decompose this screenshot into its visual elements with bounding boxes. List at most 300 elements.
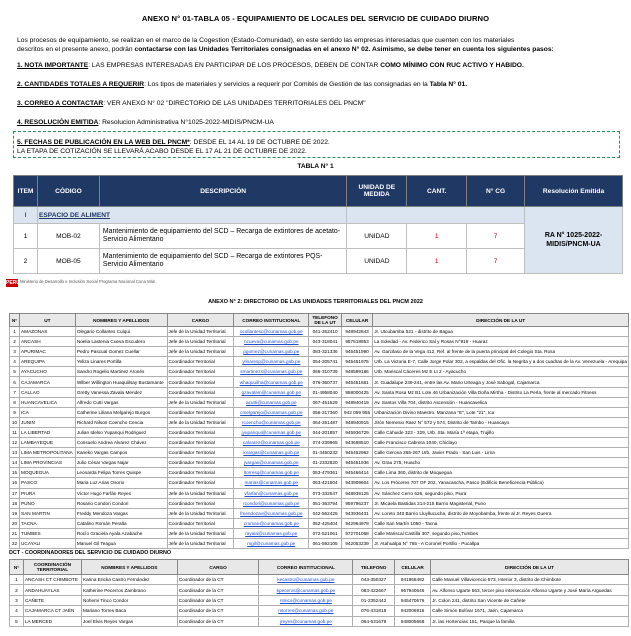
cell-email[interactable]: jreyes@cunamas.gob.pe	[259, 616, 353, 626]
step-2-emphasis: Tabla N° 01.	[429, 81, 468, 88]
cell-phone: 052-425404	[309, 518, 342, 528]
cell-phone: 043-350327	[353, 575, 395, 585]
cell-address: Av. Los Próceres 707 OF 202, Yanacancha, Pasco (Edificio Beneficencia Pública)	[373, 478, 629, 488]
cell-position: Coordinador Territorial	[167, 357, 234, 367]
cell-position: Coordinador Territorial	[167, 498, 234, 508]
cell-mobile: 948940419	[341, 397, 372, 407]
cell-name: Yeliza Linares Portilla	[75, 357, 167, 367]
table-row	[10, 595, 629, 605]
cell-number: 12	[10, 438, 20, 448]
cell-address: Av. Grau 275, Huacho	[373, 458, 629, 468]
row-unit: UNIDAD	[347, 224, 407, 249]
cell-position: Coordinador Territorial	[167, 448, 234, 458]
cell-mobile: 941968482	[395, 575, 431, 585]
cell-phone: 053-479361	[309, 468, 342, 478]
cell-position: Coordinador Territorial	[167, 407, 234, 417]
cell-ut: LA LIBERTAD	[20, 427, 76, 437]
header-position: CARGO	[167, 314, 234, 327]
header-name: NOMBRES Y APELLIDOS	[81, 560, 177, 575]
cell-email[interactable]: ocollantesc@cunamas.gob.pe	[234, 327, 309, 337]
cell-name: Maria Luz Arias Osorio	[75, 478, 167, 488]
header-position: CARGO	[177, 560, 259, 575]
header-cg-count: N° CG	[467, 176, 525, 207]
cell-address: Jr. Micaela Bastidas 214-215 Barrio Magisterial, Puno	[373, 498, 629, 508]
coordinators-header-row	[10, 560, 629, 575]
cell-ut: ANDAHUAYLAS	[23, 585, 81, 595]
equipment-table	[13, 175, 623, 274]
row-code: MOB-02	[37, 224, 99, 249]
cell-email[interactable]: jvargas@cunamas.gob.pe	[234, 458, 309, 468]
cell-name: Mariano Torres Baca	[81, 606, 177, 616]
cell-mobile: 945470676	[395, 595, 431, 605]
cell-phone: 01-2352442	[353, 595, 395, 605]
cell-position: Jefe de la Unidad Territorial	[167, 488, 234, 498]
cell-position: Coordinador Territorial	[167, 438, 234, 448]
cell-mobile: 957518853	[341, 337, 372, 347]
step-4-text: : Resolucion Administrativa N°1025-2022-MIDIS/PNCM-UA	[98, 119, 274, 126]
cell-phone: 01-3450232	[309, 448, 342, 458]
table-1-caption: TABLA N° 1	[297, 163, 334, 170]
cell-mobile: 948942843	[341, 327, 372, 337]
cell-name: Rocío Graciela Ayala Azabache	[75, 528, 167, 538]
header-email: CORREO INSTITUCIONAL	[234, 314, 309, 327]
cell-ut: UCAYALI	[20, 538, 76, 548]
header-number: N°	[10, 314, 20, 327]
cell-address: Calle Mariscal Castilla 307, segundo piso,Tumbes	[373, 528, 629, 538]
cell-email[interactable]: ncueva@cunamas.gob.pe	[234, 337, 309, 347]
cell-mobile: 948939125	[341, 488, 372, 498]
table-row	[10, 478, 629, 488]
table-header-row	[14, 176, 623, 207]
header-name: NOMBRES Y APELLIDOS	[75, 314, 167, 327]
coordinators-table	[9, 559, 629, 627]
peru-logo: PERÚ	[6, 280, 20, 286]
cell-mobile: 945451681	[341, 377, 372, 387]
cell-address: Av. Alfonso Ugarte 563, tercer piso intersección Alfonso Ugarte y José María Arguedas	[431, 585, 629, 595]
row-quantity: 1	[407, 224, 467, 249]
step-2-text: : Los tipos de materiales y servicios a requerir por Comités de Gestión de las consignadas en la	[144, 81, 430, 88]
step-5	[17, 138, 622, 156]
table-row	[10, 357, 629, 367]
cell-address: Urbanización Divino Maestro. Manzana "E", Lote "21", Ica	[373, 407, 629, 417]
cell-mobile: 948599186	[341, 367, 372, 377]
row-item: 1	[14, 224, 38, 249]
cell-ut: HUANCAVELICA	[20, 397, 76, 407]
table-row	[10, 397, 629, 407]
cell-address: Calle Simón Bolívar 1671, Jaén, Cajamarca	[431, 606, 629, 616]
cell-name: Kaneko Vargas Campos	[75, 448, 167, 458]
cell-name: Noelia Lastenia Cueva Escudero	[75, 337, 167, 347]
cell-address: Urb. La Victoria E-7, Calle Jorge Polar 302, a espaldas del Ofic. la Negrita y a dos cuadras de la Av. Venezuela - Arequipa	[373, 357, 629, 367]
cell-address: Calle San Martín 1050 - Tacna	[373, 518, 629, 528]
cell-phone: 063-421504	[309, 478, 342, 488]
cell-number: 6	[10, 377, 20, 387]
row-cg-count: 7	[467, 249, 525, 274]
step-4	[17, 118, 622, 127]
cell-position: Coordinador de la CT	[177, 616, 259, 626]
header-mobile: CELULAR	[341, 314, 372, 327]
table-row	[10, 438, 629, 448]
cell-email[interactable]: rcoencho@cunamas.gob.pe	[234, 417, 309, 427]
header-coordination: COORDINACIÓN TERRITORIAL	[23, 560, 81, 575]
cell-position: Jefe de la Unidad Territorial	[167, 508, 234, 518]
header-unit: UNIDAD DE MEDIDA	[347, 176, 407, 207]
cell-ut: CAJAMARCA	[20, 377, 76, 387]
step-1	[17, 61, 622, 70]
cell-position: Jefe de la Unidad Territorial	[167, 327, 234, 337]
header-description: DESCRIPCIÓN	[99, 176, 346, 207]
header-quantity: CANT.	[407, 176, 467, 207]
cell-number: 22	[10, 538, 20, 548]
cell-name: Julian Idelso Yupanqui Rodriguez	[75, 427, 167, 437]
cell-email[interactable]: whaquuilha@cunamas.gob.pe	[234, 377, 309, 387]
cell-number: 17	[10, 488, 20, 498]
table-row	[10, 538, 629, 548]
directory-header-row	[10, 314, 629, 327]
step-3	[17, 99, 622, 108]
table-row	[10, 347, 629, 357]
table-row	[10, 417, 629, 427]
cell-phone: 072-521061	[309, 528, 342, 538]
header-mobile: CELULAR	[395, 560, 431, 575]
cell-address: Av. Santos Villa 704, distrito Ascensión - Huancavelica	[373, 397, 629, 407]
table-row	[10, 488, 629, 498]
cell-address: Jr. Guadalupe 239-241, entre las Av. Mario Urteaga y José Sabogal, Cajamarca	[373, 377, 629, 387]
cell-ut: AMAZONAS	[20, 327, 76, 337]
row-quantity: 1	[407, 249, 467, 274]
cell-mobile: 945466414	[341, 468, 372, 478]
row-unit: UNIDAD	[347, 249, 407, 274]
cell-position: Jefe de la Unidad Territorial	[167, 397, 234, 407]
cell-ut: AYACUCHO	[20, 367, 76, 377]
table-row	[10, 616, 629, 626]
cell-address: Calle Francisco Cabrera 1040, Chiclayo	[373, 438, 629, 448]
cell-number: 16	[10, 478, 20, 488]
cell-mobile: 945936729	[341, 427, 372, 437]
cell-name: Leonarda Felipa Torres Quispe	[75, 468, 167, 478]
cell-name: Rosario Condori Condori	[75, 498, 167, 508]
cell-ut: AREQUIPA	[20, 357, 76, 367]
cell-ut: JUNIN	[20, 417, 76, 427]
cell-address: Av. Sánchez Cerro 626, segundo piso, Piura	[373, 488, 629, 498]
cell-name: Catherine Liliana Melgarejo Burgos	[75, 407, 167, 417]
cell-name: Alfredo Cutti Vargas	[75, 397, 167, 407]
section-empty	[347, 207, 525, 224]
header-address: DIRECCIÓN DE LA UT	[431, 560, 629, 575]
cell-name: Sandro Rogelio Martinez Aronés	[75, 367, 167, 377]
cell-mobile: 958000425	[341, 387, 372, 397]
cell-email[interactable]: ylinaresp@cunamas.gob.pe	[234, 357, 309, 367]
cell-phone: 01-2332820	[309, 458, 342, 468]
cell-position: Coordinador Territorial	[167, 518, 234, 528]
cell-phone: 064-261487	[309, 417, 342, 427]
cell-email[interactable]: acutti@cunamas.gob.pe	[234, 397, 309, 407]
cell-email[interactable]: fmendozav@cunamas.gob.pe	[234, 508, 309, 518]
cell-ut: PUNO	[20, 498, 76, 508]
table-2-caption: ANEXO N° 2: DIRECTORIO DE LAS UNIDADES TERRITORIALES DEL PNCM 2022	[208, 299, 423, 305]
intro-paragraph	[17, 36, 622, 54]
step-3-text: : VER ANEXO N° 02 "DIRECTORIO DE LAS UNIDADES TERRITORIALES DEL PNCM"	[103, 100, 366, 107]
header-number: N°	[10, 560, 24, 575]
table-row	[10, 518, 629, 528]
cell-position: Jefe de la Unidad Territorial	[167, 538, 234, 548]
cell-address: Urb. Mariscal Cáceres Mz E Lt 2 - Ayacucho	[373, 367, 629, 377]
cell-mobile: 959796237	[341, 498, 372, 508]
cell-address: Av. Garcilaso de la Vega 412, Ref. al frente de la puerta principal del Colegio Sta. Rosa	[373, 347, 629, 357]
table-row	[10, 606, 629, 616]
step-1-text: : LAS EMPRESAS INTERESADAS EN PARTICIPAR DE LOS PROCESOS, DEBEN DE CONTAR	[88, 62, 381, 69]
cell-email[interactable]: rcondori@cunamas.gob.pe	[234, 498, 309, 508]
cell-mobile: 942 059 955	[341, 407, 372, 417]
cell-ut: CAÑETE	[23, 595, 81, 605]
cell-email[interactable]: calvarez@cunamas.gob.pe	[234, 438, 309, 448]
cell-position: Coordinador Territorial	[167, 478, 234, 488]
cell-ut: CALLAO	[20, 387, 76, 397]
cell-number: 5	[10, 616, 24, 626]
cell-position: Coordinador Territorial	[167, 387, 234, 397]
table-row	[10, 575, 629, 585]
cell-mobile: 942053239	[341, 538, 372, 548]
cell-phone: 01-4958040	[309, 387, 342, 397]
cell-phone: 064-531679	[353, 616, 395, 626]
cell-position: Coordinador de la CT	[177, 606, 259, 616]
table-row	[10, 367, 629, 377]
section-row	[14, 207, 623, 224]
step-2	[17, 80, 622, 89]
cell-number: 1	[10, 575, 24, 585]
cell-phone: 041-262410	[309, 327, 342, 337]
section-number: I	[14, 207, 38, 224]
cell-address: Calle Cahuide 323 - 329, Urb. Sta. María 1ª etapa, Trujillo	[373, 427, 629, 437]
cell-name: Joel Elvis Reyes Vargas	[81, 616, 177, 626]
cell-ut: SAN MARTIN	[20, 508, 76, 518]
cell-ut: LIMA METROPOLITANA	[20, 448, 76, 458]
cell-position: Coordinador Territorial	[167, 427, 234, 437]
cell-email[interactable]: ltorresq@cunamas.gob.pe	[234, 468, 309, 478]
intro-line-1: Los procesos de equipamiento, se realizan en el marco de la Cogestion (Estado-Comunidad), en este sentido las empresas interesadas que cuenten con los materiales	[17, 37, 515, 44]
header-ut: UT	[20, 314, 76, 327]
cell-number: 5	[10, 367, 20, 377]
table-row	[10, 448, 629, 458]
table-row	[10, 377, 629, 387]
cell-ut: ANCASH CT CHIMBOTE	[23, 575, 81, 585]
header-phone: TELEFONO	[353, 560, 395, 575]
cell-phone: 044-201857	[309, 427, 342, 437]
cell-address: La Soledad - Av. Federico Sal y Rosas N°919 - Huaraz	[373, 337, 629, 347]
table-row	[10, 585, 629, 595]
cell-position: Coordinador Territorial	[167, 367, 234, 377]
header-resolution: Resolución Emitida	[525, 176, 623, 207]
step-1-label: 1. NOTA IMPORTANTE	[17, 62, 89, 69]
cell-mobile: 972701068	[341, 528, 372, 538]
cell-name: Pedro Pascual Gomez Cuellar	[75, 347, 167, 357]
header-code: CÓDIGO	[37, 176, 99, 207]
cell-ut: TUMBES	[20, 528, 76, 538]
cell-mobile: 945451975	[341, 357, 372, 367]
cell-position: Coordinador de la CT	[177, 585, 259, 595]
cell-mobile: 943909604	[341, 478, 372, 488]
cell-email[interactable]: rayala@cunamas.gob.pe	[234, 528, 309, 538]
cell-ut: LA MERCED	[23, 616, 81, 626]
cell-name: Julio César Vargas Najar	[75, 458, 167, 468]
cell-name: Catalino Román Peralta	[75, 518, 167, 528]
cell-mobile: 943936431	[341, 508, 372, 518]
cell-number: 9	[10, 407, 20, 417]
cell-name: Consuelo Andrea Alvarez Chávez	[75, 438, 167, 448]
row-description: Mantenimiento de equipamiento del SCD – Recarga de extintores PQS-Servicio Alimentario	[99, 249, 346, 274]
cell-ut: LAMBAYEQUE	[20, 438, 76, 448]
step-5-line-2: LA ETAPA DE COTIZACIÓN SE LLEVARÁ ACABO DESDE EL 17 AL 21 DE OCTUBRE DE 2022.	[17, 148, 307, 155]
cell-mobile: 945451936	[341, 458, 372, 468]
cell-phone: 076-431818	[353, 606, 395, 616]
cell-email[interactable]: gzavalam@cunamas.gob.pe	[234, 387, 309, 397]
cell-email[interactable]: kvargas@cunamas.gob.pe	[234, 448, 309, 458]
table-row	[10, 458, 629, 468]
ministry-logo-text: Ministerio de Desarrollo e Inclusión Social Programa Nacional Cuna Más	[20, 279, 155, 284]
row-cg-count: 7	[467, 224, 525, 249]
cell-email[interactable]: pgomez@cunamas.gob.pe	[234, 347, 309, 357]
cell-number: 4	[10, 606, 24, 616]
cell-number: 11	[10, 427, 20, 437]
cell-address: Jr. Atahualpa N° 765 - A Coronel Portillo - Pucallpa	[373, 538, 629, 548]
cell-number: 20	[10, 518, 20, 528]
cell-address: Av. Loreto 340 Barrio Lluyllucucha, distrito de Moyobamba, frente al Jr. Reyes Guerra	[373, 508, 629, 518]
cell-mobile: 945452962	[341, 448, 372, 458]
cell-number: 2	[10, 585, 24, 595]
table-row	[10, 498, 629, 508]
cell-phone: 076-360737	[309, 377, 342, 387]
cell-phone: 073-332547	[309, 488, 342, 498]
cell-address: Calle Manuel Villavicencio 573, Interior 3, distrito de Chimbote	[431, 575, 629, 585]
cell-name: Karina Ericka Castro Fernández	[81, 575, 177, 585]
cell-email[interactable]: mgil@cunamas.gob.pe	[234, 538, 309, 548]
table-row	[10, 387, 629, 397]
cell-number: 3	[10, 595, 24, 605]
step-4-label: 4. RESOLUCIÓN EMITIDA	[17, 119, 99, 126]
cell-mobile: 942006916	[395, 606, 431, 616]
cell-email[interactable]: kecastro@cunamas.gob.pe	[259, 575, 353, 585]
intro-line-2a: descritos en el presente anexo, podrán	[17, 46, 135, 53]
row-code: MOB-05	[37, 249, 99, 274]
cell-address: Calle Gerona 265-267 Urb. Javier Prado - San Luis - Lima	[373, 448, 629, 458]
cell-email[interactable]: smartinezs@cunamas.gob.pe	[234, 367, 309, 377]
cell-phone: 042-562425	[309, 508, 342, 518]
intro-line-2b: contactarse con las Unidades Territoriales consignadas en el anexo N° 02. Asimismo, se debe tener en cuenta los siguientes pasos:	[134, 46, 554, 53]
cell-name: Manuel Gil Teagua	[75, 538, 167, 548]
cell-email[interactable]: jyupanqui@cunamas.gob.pe	[234, 427, 309, 437]
table-row	[10, 427, 629, 437]
cell-phone: 051-363794	[309, 498, 342, 508]
cell-name: Víctor Hugo Farfán Reyes	[75, 488, 167, 498]
cell-phone: 083-321336	[309, 347, 342, 357]
cell-position: Jefe de la Unidad Territorial	[167, 347, 234, 357]
cell-phone: 083-422667	[353, 585, 395, 595]
cell-phone: 066-310739	[309, 367, 342, 377]
cell-ut: APURIMAC	[20, 347, 76, 357]
step-5-label: 5. FECHAS DE PUBLICACIÓN EN LA WEB DEL PNCM*	[17, 139, 190, 146]
cell-number: 19	[10, 508, 20, 518]
cell-number: 8	[10, 397, 20, 407]
cell-email[interactable]: cmelgarejo@cunamas.gob.pe	[234, 407, 309, 417]
cell-position: Coordinador de la CT	[177, 595, 259, 605]
cell-name: Richard Nilson Coencho Cencia	[75, 417, 167, 427]
cell-ut: LIMA PROVINCIAS	[20, 458, 76, 468]
cell-number: 10	[10, 417, 20, 427]
cell-ut: TACNA	[20, 518, 76, 528]
cell-address: Jr. las Hortencias 151, Parque la familia	[431, 616, 629, 626]
cell-position: Coordinador Territorial	[167, 468, 234, 478]
cell-address: Jirón Nemesio Raez N° 572 y 574, Distrito de Tambo - Huancayo	[373, 417, 629, 427]
cell-position: Coordinador Territorial	[167, 377, 234, 387]
cell-ut: CAJAMARCA CT JAÉN	[23, 606, 81, 616]
row-description: Mantenimiento de equipamiento del SCD – Recarga de extintores de acetato-Servicio Alimentario	[99, 224, 346, 249]
cell-position: Coordinador de la CT	[177, 575, 259, 585]
cell-number: 14	[10, 458, 20, 468]
table-row	[10, 337, 629, 347]
cell-phone: 043-318041	[309, 337, 342, 347]
cell-email[interactable]: ntinco@cunamas.gob.pe	[259, 595, 353, 605]
header-item: ITEM	[14, 176, 38, 207]
cell-email[interactable]: croman@cunamas.gob.pe	[234, 518, 309, 528]
step-3-label: 3. CORREO A CONTACTAR	[17, 100, 104, 107]
cell-name: Freddy Mendoza Vargas	[75, 508, 167, 518]
cell-number: 2	[10, 337, 20, 347]
cell-ut: PASCO	[20, 478, 76, 488]
cell-email[interactable]: mtorres@cunamas.gob.pe	[259, 606, 353, 616]
step-1-emphasis: COMO MÍNIMO CON RUC ACTIVO Y HABIDO.	[380, 62, 524, 69]
cell-position: Coordinador Territorial	[167, 458, 234, 468]
cell-name: Wilber Willington Huaquiilsay Bustamante	[75, 377, 167, 387]
table-row	[10, 508, 629, 518]
cell-mobile: 948940915	[341, 417, 372, 427]
row-item: 2	[14, 249, 38, 274]
header-email: CORREO INSTITUCIONAL	[259, 560, 353, 575]
cell-position: Jefe de la Unidad Territorial	[167, 417, 234, 427]
cell-mobile: 945451990	[341, 347, 372, 357]
cell-number: 13	[10, 448, 20, 458]
cell-email[interactable]: vfarfan@cunamas.gob.pe	[234, 488, 309, 498]
header-phone: TELEFONO DE LA UT	[309, 314, 342, 327]
directory-table	[9, 313, 629, 549]
cell-email[interactable]: kpeceros@cunamas.gob.pe	[259, 585, 353, 595]
cell-phone: 067-451529	[309, 397, 342, 407]
table-3-caption: DCT - COORDINADORES DEL SERVICIO DE CUIDADO DIURNO	[9, 550, 172, 556]
resolution-cell: RA N° 1025-2022-MIDIS/PNCM-UA	[525, 207, 623, 274]
cell-mobile: 948005668	[395, 616, 431, 626]
cell-address: Calle Lima 360, distrito de Moquegua	[373, 468, 629, 478]
cell-name: Katherine Pecerros Zambrano	[81, 585, 177, 595]
cell-number: 3	[10, 347, 20, 357]
cell-number: 18	[10, 498, 20, 508]
cell-position: Jefe de la Unidad Territorial	[167, 528, 234, 538]
table-row	[10, 468, 629, 478]
cell-number: 1	[10, 327, 20, 337]
cell-number: 15	[10, 468, 20, 478]
cell-mobile: 957940646	[395, 585, 431, 595]
cell-ut: ANCASH	[20, 337, 76, 347]
cell-ut: ICA	[20, 407, 76, 417]
cell-address: Av. Santa Rosa Mz B1 Lote 46 Urbanización Villa Doña Mirtha - Distrito La Perla, frente al mercado Fitness	[373, 387, 629, 397]
cell-email[interactable]: marias@cunamas.gob.pe	[234, 478, 309, 488]
cell-phone: 061-592105	[309, 538, 342, 548]
cell-ut: MOQUEGUA	[20, 468, 76, 478]
cell-name: Gretty Vanessa Zavala Mendez	[75, 387, 167, 397]
cell-number: 4	[10, 357, 20, 367]
cell-name: Olegario Collantes Culqui	[75, 327, 167, 337]
cell-number: 7	[10, 387, 20, 397]
cell-phone: 054-205741	[309, 357, 342, 367]
cell-name: Nohemi Tinco Condor	[81, 595, 177, 605]
